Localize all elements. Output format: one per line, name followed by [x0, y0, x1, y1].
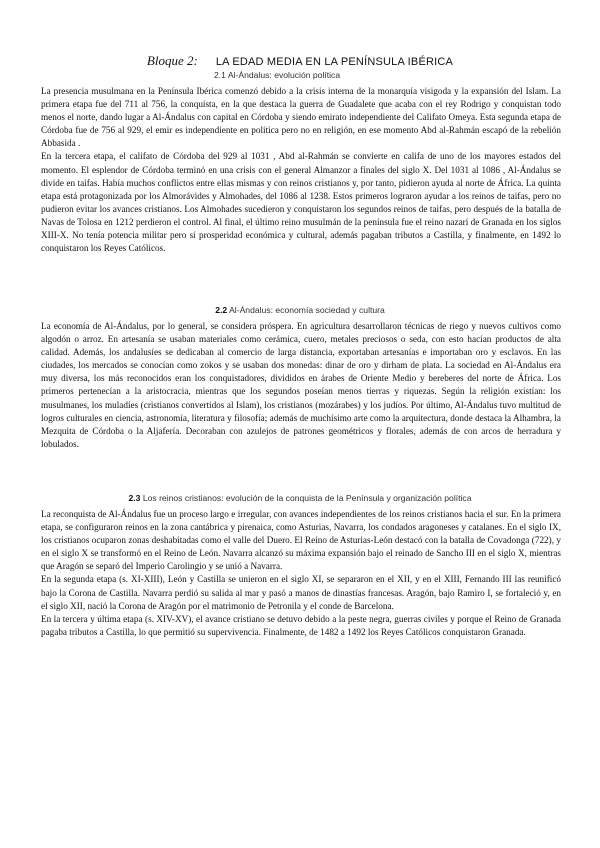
section2-paragraph-1: La economía de Al-Ándalus, por lo general, se considera próspera. En agricultura desarrollaron técnicas de riego y nuevos cultivos como algodón o arroz. En artesanía se usaban materiales como cerámica, cuero, metales preciosos o seda, con esto hacían productos de alta calidad. Además, los andalusíes se dedicaban al comercio de larga distancia, exportaban artesanías e importaban oro y esclavos. En las ciudades, los mercados se conocían como zokos y se usaban dos monedas: dinar de oro y dirham de plata. La sociedad en Al-Ándalus era muy diversa, los más reconocidos eran los conquistadores, divididos en árabes de Oriente Medio y bereberes del norte de África. Los primeros pertenecían a la aristocracia, mientras que los segundos poseían menos tierras y riquezas. Según la religión existían: los musulmanes, los muladíes (cristianos convertidos al Islam), los cristianos (mozárabes) y los judíos. Por último, Al-Ándalus tuvo multitud de logros culturales en ciencia, astronomía, literatura y filosofía; además de muchísimo arte como la arquitectura, donde destaca la Alhambra, la Mezquita de Córdoba o la Aljafería. Decoraban con azulejos de patrones geométricos y florales, además de con arcos de herradura y lobulados. [41, 321, 561, 449]
page-title: LA EDAD MEDIA EN LA PENÍNSULA IBÉRICA [215, 56, 454, 68]
section3-body [41, 508, 561, 639]
section1-paragraph-1: La presencia musulmana en la Península Ibérica comenzó debido a la crisis interna de la monarquía visigoda y la expansión del Islam. La primera etapa fue del 711 al 756, la conquista, en la que destaca la guerra de Guadalete que acaba con el rey Rodrigo y conquistan todo menos el norte, dando lugar a Al-Ándalus con capital en Córdoba y siendo emirato independiente del Califato Omeya. Esta segunda etapa de Córdoba fue de 756 al 929, el emir es independiente en política pero no en religión, en ese momento Abd al-Rahmán escapó de la rebelión Abbasida . [41, 86, 561, 149]
bloque-label: Bloque 2: [146, 53, 198, 68]
section3-paragraph-2: En la segunda etapa (s. XI-XIII), León y Castilla se unieron en el siglo XI, se separaron en el XII, y en el XIII, Fernando III las reunificó bajo la Corona de Castilla. Navarra perdió su salida al mar y pasó a manos de dinastías francesas. Aragón, bajo Ramiro I, se fortaleció y, en el siglo XII, nació la Corona de Aragón por el matrimonio de Petronila y el conde de Barcelona. [41, 574, 561, 611]
section1-heading: 2.1 Al-Ándalus: evolución política [214, 70, 341, 80]
section3-paragraph-1: La reconquista de Al-Ándalus fue un proceso largo e irregular, con avances independientes de los reinos cristianos hacia el sur. En la primera etapa, se configuraron reinos en la zona cantábrica y pirenaica, como Asturias, Navarra, los condados aragoneses y catalanes. En el siglo IX, los cristianos ocuparon zonas deshabitadas como el valle del Duero. El Reino de Asturias-León destacó con la batalla de Covadonga (722), y en el siglo X se transformó en el Reino de León. Navarra alcanzó su máxima expansión bajo el reinado de Sancho III en el siglo X, mientras que Aragón se separó del Imperio Carolingio y se unió a Navarra. [41, 509, 561, 572]
section3-title: Los reinos cristianos: evolución de la conquista de la Península y organización política [142, 493, 472, 503]
page-header [0, 52, 600, 70]
section3-paragraph-3: En la tercera y última etapa (s. XIV-XV), el avance cristiano se detuvo debido a la peste negra, guerras civiles y porque el Reino de Granada pagaba tributos a Castilla, lo que permitió su supervivencia. Finalmente, de 1482 a 1492 los Reyes Católicos conquistaron Granada. [41, 613, 561, 637]
section1-body [41, 85, 561, 255]
section2-title: Al-Ándalus: economía sociedad y cultura [229, 305, 385, 315]
section1-paragraph-2: En la tercera etapa, el califato de Córdoba del 929 al 1031 , Abd al-Rahmán se convierte en califa de uno de los mayores estados del momento. El esplendor de Córdoba terminó en una crisis con el general Almanzor a finales del siglo X. Del 1031 al 1086 , Al-Ándalus se divide en taifas. Había muchos conflictos entre ellas mismas y con reinos cristianos y, por tanto, pidieron ayuda al norte de África. La quinta etapa está protagonizada por los Almorávides y Almohades, del 1086 al 1238. Estos primeros lograron ayudar a los reinos de taifas, pero no pudieron evitar los avances cristianos. Los Almohades sucedieron y conquistaron los segundos reinos de taifas, pero después de la batalla de Navas de Tolosa en 1212 perdieron el control. Al final, el último reino musulmán de la península fue el reino nazarí de Granada en los siglos XIII-X. No tenía potencia militar pero sí prosperidad económica y cultural, además pagaban tributos a Castilla, y finalmente, en 1492 lo conquistaron los Reyes Católicos. [41, 151, 561, 254]
section2-heading [0, 305, 600, 315]
section3-heading [0, 493, 600, 503]
section2-body [41, 320, 561, 451]
section2-number: 2.2 [215, 305, 228, 315]
section3-number: 2.3 [128, 493, 141, 503]
